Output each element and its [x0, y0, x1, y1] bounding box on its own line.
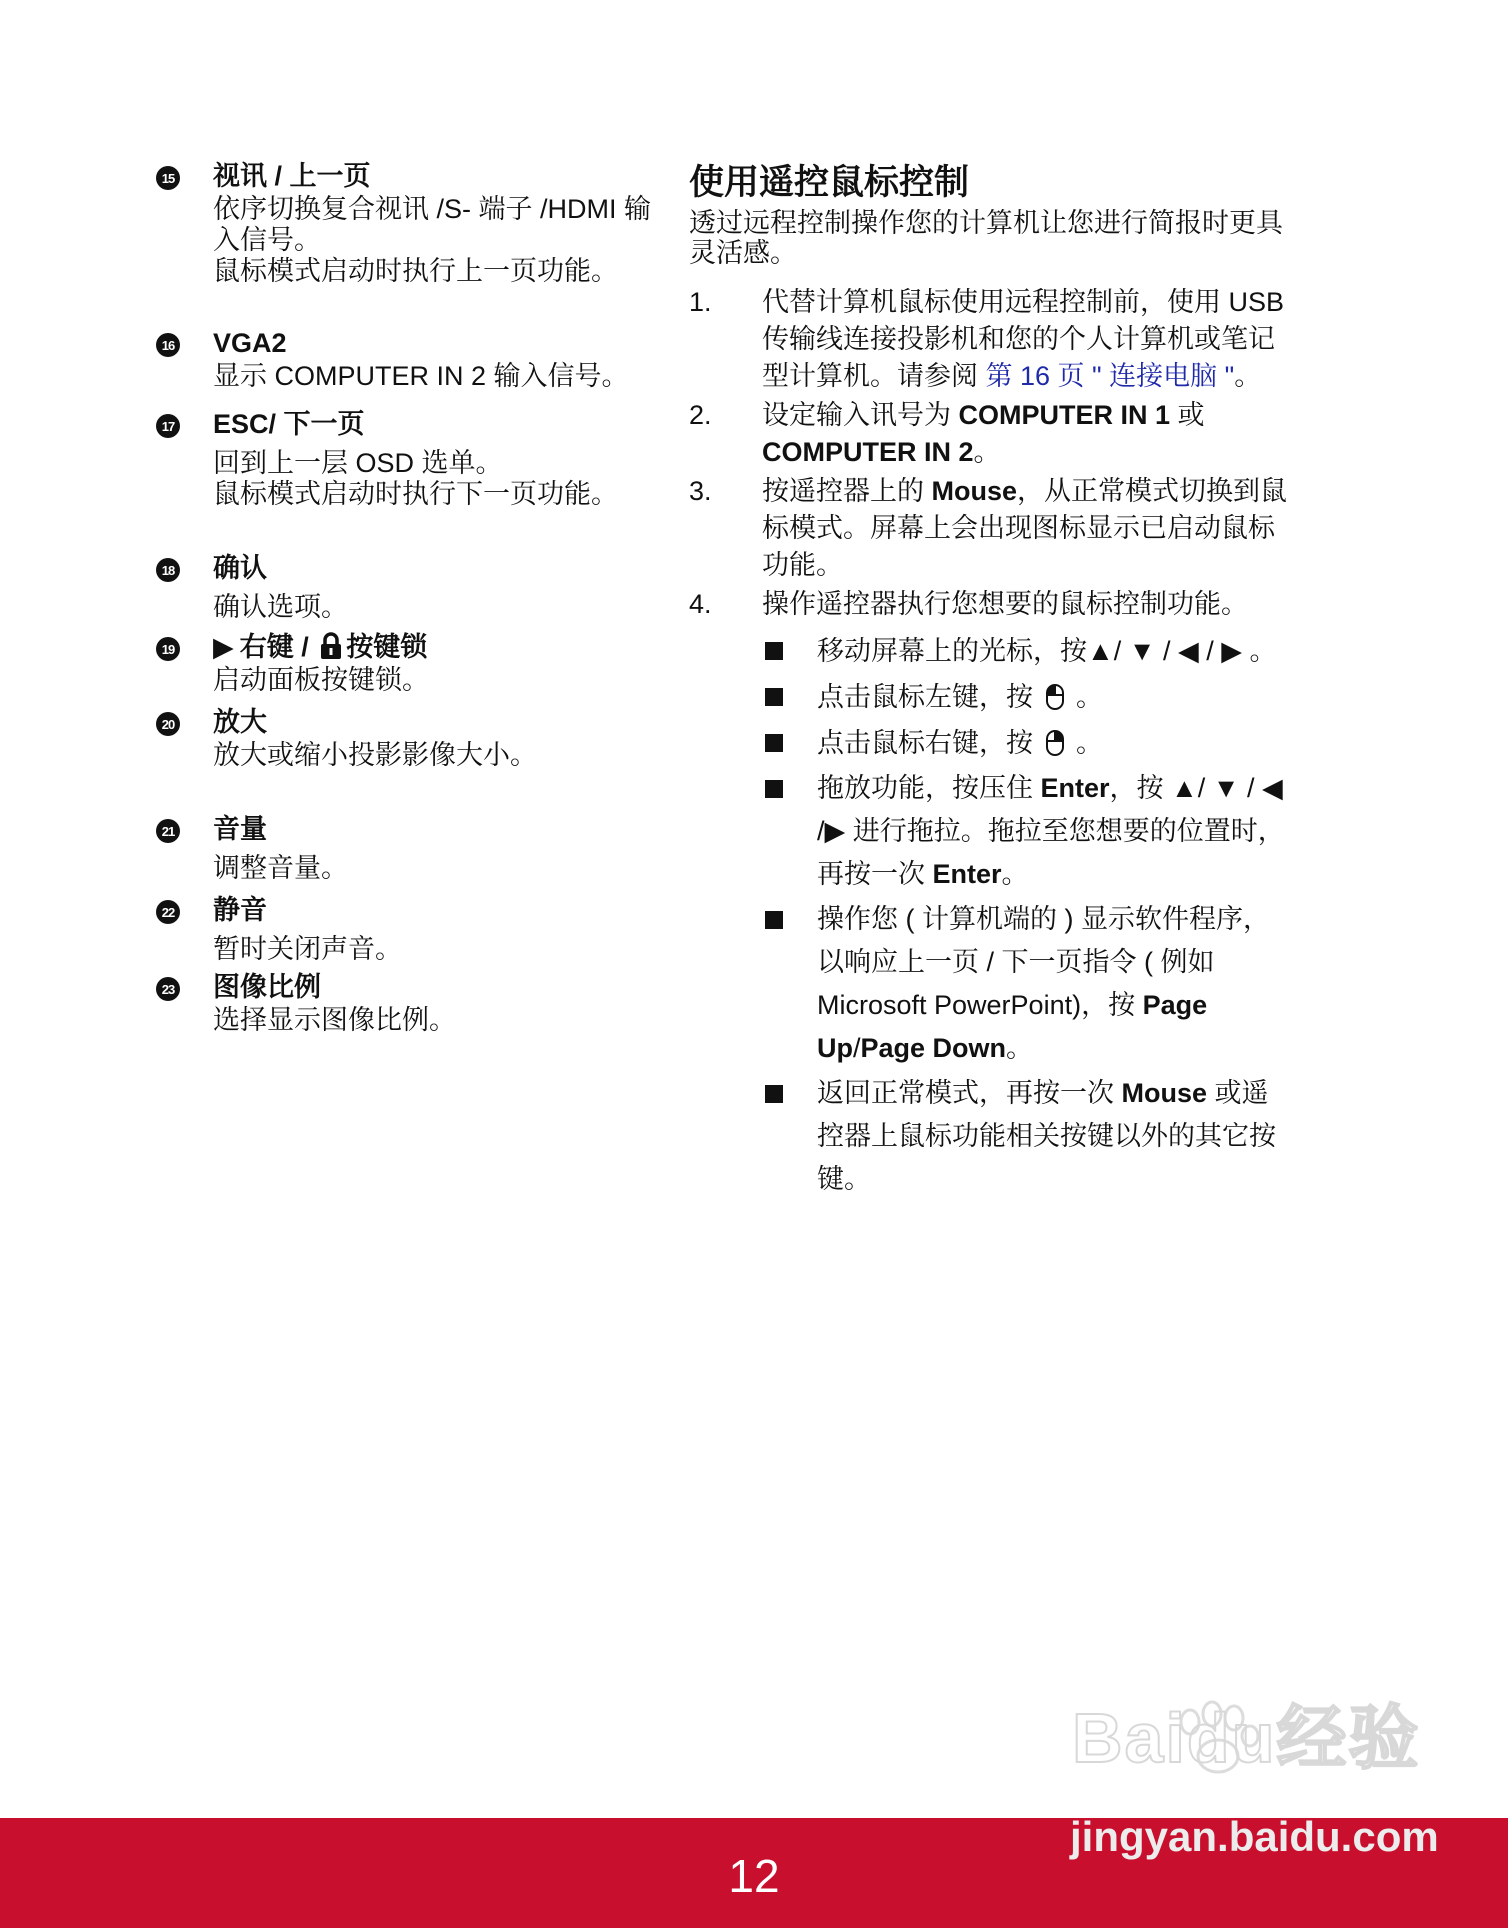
step-keyword: Mouse [931, 476, 1018, 506]
bullet-text: 操作您 ( 计算机端的 ) 显示软件程序，以响应上一页 / 下一页指令 ( 例如 Microsoft PowerPoint)，按 [817, 904, 1270, 1020]
step-number: 2. [689, 400, 712, 430]
bullet-square-icon [765, 780, 783, 798]
item-title: ESC/ 下一页 [213, 409, 365, 439]
item-title: 音量 [213, 814, 267, 844]
bullet-square-icon [765, 911, 783, 929]
item-description: 调整音量。 [213, 853, 348, 883]
mouse-right-click-icon [1045, 729, 1065, 757]
item-title-part: 右键 / [239, 632, 309, 662]
step-text: 设定输入讯号为 [762, 400, 959, 430]
item-22 [156, 892, 676, 965]
bullet-text: 或遥控器上鼠标功能相关按键以外的其它按键。 [817, 1078, 1276, 1194]
connect-computer-link[interactable]: 第 16 页 " 连接电脑 " [985, 361, 1235, 391]
lock-icon [319, 632, 343, 660]
step-item [689, 586, 1289, 623]
steps-list [689, 284, 1289, 623]
step-item [689, 397, 1289, 471]
bullet-text: 拖放功能，按压住 [817, 773, 1041, 803]
bullet-text: 。 [1249, 636, 1277, 666]
item-18 [156, 550, 676, 623]
left-column [156, 158, 676, 1036]
bullet-text: 。 [1006, 1033, 1034, 1063]
item-21 [156, 811, 676, 884]
item-title: 放大 [213, 707, 267, 737]
bullet-square-icon [765, 642, 783, 660]
step-text: 。 [973, 437, 1001, 467]
item-title: 图像比例 [213, 972, 321, 1002]
right-column [689, 160, 1289, 1203]
item-description: 鼠标模式启动时执行下一页功能。 [213, 479, 618, 509]
item-number-badge: 21 [156, 819, 180, 843]
watermark-url: jingyan.baidu.com [1070, 1813, 1439, 1860]
step-text: 按遥控器上的 [762, 476, 932, 506]
item-title [213, 629, 676, 665]
baidu-watermark-logo: Baidu经验 [1072, 1699, 1421, 1777]
step-number: 4. [689, 589, 712, 619]
item-title: 确认 [213, 553, 267, 583]
item-number-badge: 15 [156, 166, 180, 190]
item-16 [156, 325, 676, 392]
step-item [689, 473, 1289, 584]
section-heading: 使用遥控鼠标控制 [689, 163, 970, 202]
step-text: 操作遥控器执行您想要的鼠标控制功能。 [762, 589, 1248, 619]
item-20 [156, 704, 676, 771]
item-number-badge: 17 [156, 414, 180, 438]
item-description: 放大或缩小投影影像大小。 [213, 740, 537, 770]
item-15 [156, 158, 676, 287]
item-number-badge: 20 [156, 712, 180, 736]
item-description: 暂时关闭声音。 [213, 934, 402, 964]
page-number: 12 [728, 1850, 780, 1902]
item-description: 鼠标模式启动时执行上一页功能。 [213, 256, 618, 286]
item-description: 确认选项。 [213, 592, 348, 622]
item-number-badge: 23 [156, 977, 180, 1001]
bullet-item [762, 898, 1289, 1070]
item-description: 显示 COMPUTER IN 2 输入信号。 [213, 361, 629, 391]
bullet-keyword: Mouse [1121, 1078, 1208, 1108]
item-17 [156, 406, 676, 510]
bullet-item [762, 675, 1289, 719]
step-text: 或 [1170, 400, 1205, 430]
bullet-text: 。 [1001, 859, 1029, 889]
item-number-badge: 18 [156, 558, 180, 582]
bullet-item [762, 767, 1289, 896]
item-description: 回到上一层 OSD 选单。 [213, 448, 503, 478]
bullet-keyword: Enter [1040, 773, 1110, 803]
item-number-badge: 19 [156, 637, 180, 661]
item-23 [156, 969, 676, 1036]
bullet-square-icon [765, 688, 783, 706]
bullet-square-icon [765, 734, 783, 752]
item-title: VGA2 [213, 328, 287, 358]
bullet-keyword: Enter [932, 859, 1002, 889]
bullet-keyword: Page Up [817, 990, 1208, 1063]
item-number-badge: 22 [156, 900, 180, 924]
step-text: ，从正常模式切换到鼠标模式。屏幕上会出现图标显示已启动鼠标功能。 [762, 476, 1288, 580]
bullet-keyword: Page Down [860, 1033, 1007, 1063]
bullet-list [689, 629, 1289, 1201]
bullet-item [762, 1072, 1289, 1201]
item-19 [156, 629, 676, 696]
step-keyword: COMPUTER IN 1 [958, 400, 1171, 430]
item-description: 依序切换复合视讯 /S- 端子 /HDMI 输入信号。 [213, 194, 651, 255]
mouse-left-click-icon [1045, 683, 1065, 711]
step-number: 3. [689, 476, 712, 506]
bullet-text: 点击鼠标左键，按 [817, 682, 1033, 712]
step-text: 。 [1234, 361, 1262, 391]
bullet-item [762, 721, 1289, 765]
item-description: 启动面板按键锁。 [213, 665, 429, 695]
item-title: 视讯 / 上一页 [213, 161, 371, 191]
item-title: 静音 [213, 895, 267, 925]
step-keyword: COMPUTER IN 2 [762, 437, 974, 467]
play-right-icon: ▶ [213, 632, 234, 662]
bullet-text: 。 [1076, 728, 1104, 758]
bullet-text: ，按 ▲/ ▼ / ◀ /▶ 进行拖拉。拖拉至您想要的位置时，再按一次 [817, 773, 1285, 889]
bullet-square-icon [765, 1085, 783, 1103]
item-description: 选择显示图像比例。 [213, 1005, 456, 1035]
bullet-item [762, 629, 1289, 673]
step-item [689, 284, 1289, 395]
bullet-text: 。 [1076, 682, 1104, 712]
bullet-text: 移动屏幕上的光标，按▲/ ▼ / ◀ / ▶ [817, 636, 1250, 666]
step-text: 代替计算机鼠标使用远程控制前，使用 USB 传输线连接投影机和您的个人计算机或笔记型计算机。请参阅 [762, 287, 1285, 391]
intro-text: 透过远程控制操作您的计算机让您进行简报时更具灵活感。 [689, 208, 1283, 268]
item-title-part: 按键锁 [346, 632, 428, 662]
item-number-badge: 16 [156, 333, 180, 357]
bullet-text: / [853, 1033, 861, 1063]
bullet-text: 返回正常模式，再按一次 [817, 1078, 1122, 1108]
step-number: 1. [689, 287, 712, 317]
bullet-text: 点击鼠标右键，按 [817, 728, 1033, 758]
